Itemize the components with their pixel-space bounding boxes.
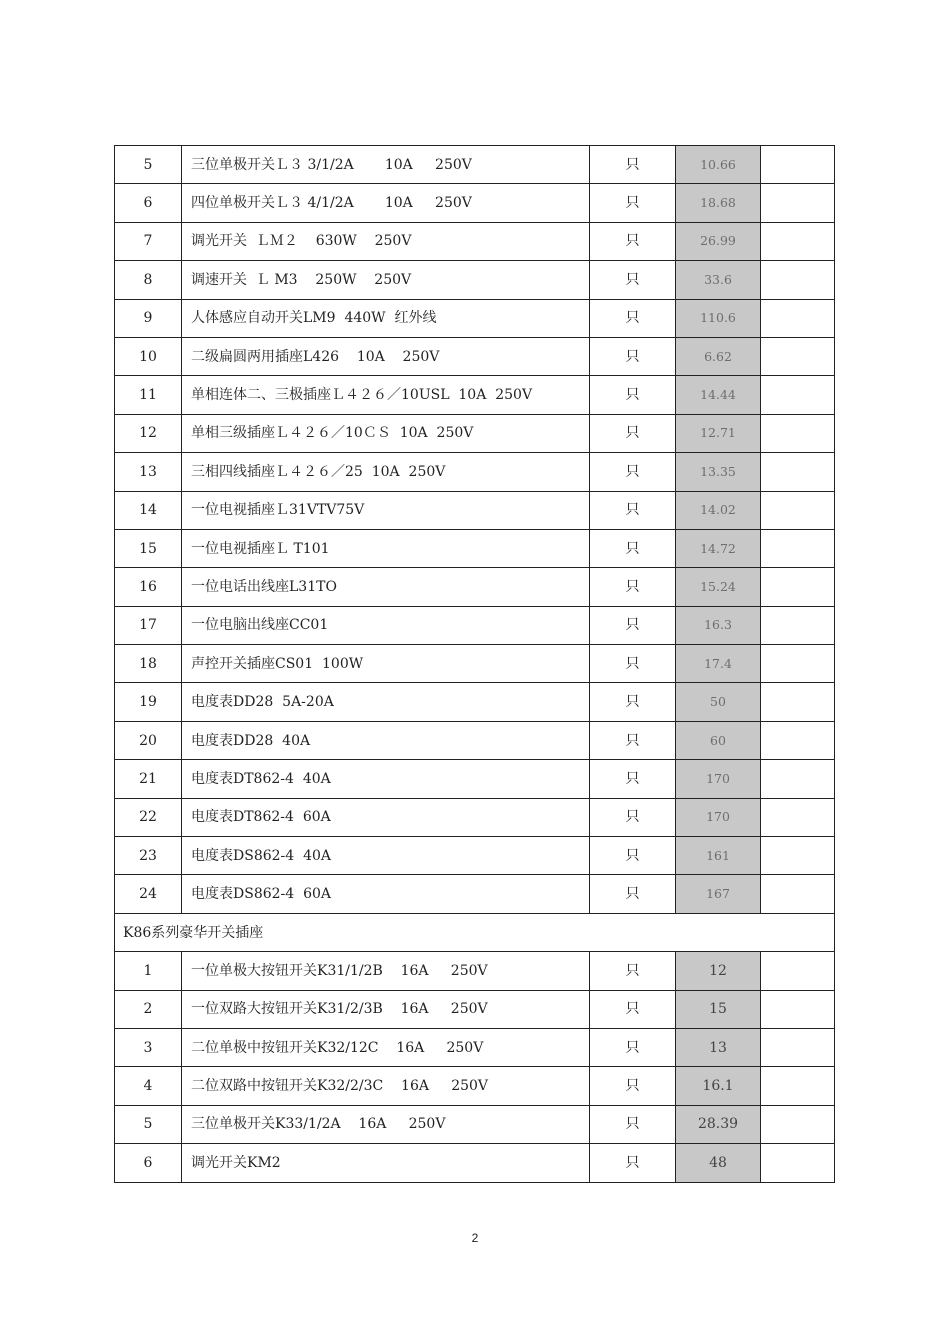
table-row: [115, 184, 835, 222]
item-unit: 只: [590, 261, 676, 299]
table-row: [115, 645, 835, 683]
item-unit: 只: [590, 491, 676, 529]
item-unit: 只: [590, 1067, 676, 1105]
item-unit: 只: [590, 376, 676, 414]
item-price: 6.62: [676, 337, 761, 375]
item-number: 10: [115, 337, 182, 375]
item-name: 调光开关KM2: [182, 1144, 590, 1182]
item-unit: 只: [590, 1028, 676, 1066]
item-name: 电度表DT862-4 40A: [182, 760, 590, 798]
item-name: 调速开关 Ｌ M3 250W 250V: [182, 261, 590, 299]
table-body-lower: [115, 952, 835, 1182]
item-unit: 只: [590, 337, 676, 375]
item-name: 三位单极开关K33/1/2A 16A 250V: [182, 1105, 590, 1143]
item-remark: [761, 337, 835, 375]
item-number: 21: [115, 760, 182, 798]
item-price: 161: [676, 837, 761, 875]
item-remark: [761, 721, 835, 759]
item-number: 23: [115, 837, 182, 875]
item-number: 4: [115, 1067, 182, 1105]
item-price: 50: [676, 683, 761, 721]
item-unit: 只: [590, 414, 676, 452]
item-name: 单相连体二、三极插座Ｌ４２６／10USL 10A 250V: [182, 376, 590, 414]
table-row: [115, 568, 835, 606]
item-number: 19: [115, 683, 182, 721]
item-remark: [761, 1067, 835, 1105]
table-row: [115, 491, 835, 529]
item-name: 声控开关插座CS01 100W: [182, 645, 590, 683]
item-unit: 只: [590, 798, 676, 836]
item-number: 1: [115, 952, 182, 990]
table-row: [115, 222, 835, 260]
item-remark: [761, 568, 835, 606]
item-number: 14: [115, 491, 182, 529]
item-name: 一位单极大按钮开关K31/1/2B 16A 250V: [182, 952, 590, 990]
item-remark: [761, 491, 835, 529]
table-row: [115, 146, 835, 184]
item-number: 17: [115, 606, 182, 644]
item-number: 5: [115, 1105, 182, 1143]
table-row: [115, 376, 835, 414]
item-unit: 只: [590, 299, 676, 337]
item-remark: [761, 1105, 835, 1143]
item-price: 12: [676, 952, 761, 990]
price-table: [114, 145, 835, 1183]
item-unit: 只: [590, 453, 676, 491]
item-remark: [761, 414, 835, 452]
item-price: 10.66: [676, 146, 761, 184]
item-price: 33.6: [676, 261, 761, 299]
item-unit: 只: [590, 529, 676, 567]
section-title: K86系列豪华开关插座: [115, 913, 835, 951]
item-number: 8: [115, 261, 182, 299]
item-price: 12.71: [676, 414, 761, 452]
table-row: [115, 1105, 835, 1143]
item-remark: [761, 837, 835, 875]
item-name: 一位电视插座Ｌ T101: [182, 529, 590, 567]
item-number: 15: [115, 529, 182, 567]
table-row: [115, 1067, 835, 1105]
table-row: [115, 990, 835, 1028]
item-unit: 只: [590, 222, 676, 260]
item-number: 20: [115, 721, 182, 759]
table-row: [115, 683, 835, 721]
table-row: [115, 798, 835, 836]
item-name: 三相四线插座Ｌ４２６／25 10A 250V: [182, 453, 590, 491]
item-price: 18.68: [676, 184, 761, 222]
table-row: [115, 453, 835, 491]
item-price: 170: [676, 798, 761, 836]
table-row: [115, 837, 835, 875]
item-remark: [761, 261, 835, 299]
item-price: 13.35: [676, 453, 761, 491]
table-row: [115, 337, 835, 375]
item-unit: 只: [590, 146, 676, 184]
item-price: 170: [676, 760, 761, 798]
item-unit: 只: [590, 645, 676, 683]
item-unit: 只: [590, 875, 676, 913]
item-unit: 只: [590, 1105, 676, 1143]
item-name: 电度表DD28 40A: [182, 721, 590, 759]
item-price: 15.24: [676, 568, 761, 606]
item-number: 2: [115, 990, 182, 1028]
item-remark: [761, 184, 835, 222]
item-number: 11: [115, 376, 182, 414]
item-unit: 只: [590, 837, 676, 875]
table-row: [115, 760, 835, 798]
table-row: [115, 299, 835, 337]
item-name: 电度表DS862-4 40A: [182, 837, 590, 875]
item-remark: [761, 1144, 835, 1182]
item-price: 16.3: [676, 606, 761, 644]
item-remark: [761, 376, 835, 414]
table-body-upper: [115, 146, 835, 914]
item-remark: [761, 683, 835, 721]
item-unit: 只: [590, 1144, 676, 1182]
item-remark: [761, 606, 835, 644]
item-name: 一位电话出线座L31TO: [182, 568, 590, 606]
item-remark: [761, 952, 835, 990]
item-price: 16.1: [676, 1067, 761, 1105]
item-name: 二级扁圆两用插座L426 10A 250V: [182, 337, 590, 375]
item-price: 60: [676, 721, 761, 759]
item-remark: [761, 453, 835, 491]
item-price: 28.39: [676, 1105, 761, 1143]
table-section: [115, 913, 835, 951]
item-remark: [761, 146, 835, 184]
item-price: 14.72: [676, 529, 761, 567]
item-number: 5: [115, 146, 182, 184]
table-row: [115, 529, 835, 567]
item-remark: [761, 222, 835, 260]
item-number: 13: [115, 453, 182, 491]
item-unit: 只: [590, 760, 676, 798]
section-row: [115, 913, 835, 951]
item-price: 17.4: [676, 645, 761, 683]
item-name: 二位双路中按钮开关K32/2/3C 16A 250V: [182, 1067, 590, 1105]
item-name: 电度表DS862-4 60A: [182, 875, 590, 913]
table-row: [115, 1144, 835, 1182]
item-name: 电度表DT862-4 60A: [182, 798, 590, 836]
item-price: 13: [676, 1028, 761, 1066]
item-name: 二位单极中按钮开关K32/12C 16A 250V: [182, 1028, 590, 1066]
page-number: 2: [471, 1231, 479, 1245]
item-price: 15: [676, 990, 761, 1028]
item-number: 16: [115, 568, 182, 606]
item-number: 7: [115, 222, 182, 260]
table-row: [115, 261, 835, 299]
item-remark: [761, 990, 835, 1028]
table-row: [115, 606, 835, 644]
item-name: 单相三级插座Ｌ４２６／10ＣＳ 10A 250V: [182, 414, 590, 452]
table-row: [115, 875, 835, 913]
item-remark: [761, 529, 835, 567]
table-row: [115, 721, 835, 759]
item-price: 14.44: [676, 376, 761, 414]
item-unit: 只: [590, 683, 676, 721]
item-remark: [761, 875, 835, 913]
item-remark: [761, 299, 835, 337]
item-price: 14.02: [676, 491, 761, 529]
item-name: 人体感应自动开关LM9 440W 红外线: [182, 299, 590, 337]
item-name: 一位双路大按钮开关K31/2/3B 16A 250V: [182, 990, 590, 1028]
item-number: 6: [115, 184, 182, 222]
item-number: 12: [115, 414, 182, 452]
item-unit: 只: [590, 990, 676, 1028]
table-row: [115, 414, 835, 452]
table-row: [115, 1028, 835, 1066]
item-remark: [761, 798, 835, 836]
item-unit: 只: [590, 606, 676, 644]
table-row: [115, 952, 835, 990]
item-number: 18: [115, 645, 182, 683]
item-name: 一位电视插座Ｌ31VTV75V: [182, 491, 590, 529]
item-price: 48: [676, 1144, 761, 1182]
item-number: 22: [115, 798, 182, 836]
item-unit: 只: [590, 952, 676, 990]
item-price: 110.6: [676, 299, 761, 337]
item-name: 调光开关 ＬＭ２ 630W 250V: [182, 222, 590, 260]
item-number: 6: [115, 1144, 182, 1182]
item-number: 24: [115, 875, 182, 913]
item-remark: [761, 1028, 835, 1066]
item-number: 3: [115, 1028, 182, 1066]
item-price: 26.99: [676, 222, 761, 260]
item-name: 电度表DD28 5A-20A: [182, 683, 590, 721]
item-name: 一位电脑出线座CC01: [182, 606, 590, 644]
item-name: 四位单极开关Ｌ３ 4/1/2A 10A 250V: [182, 184, 590, 222]
item-name: 三位单极开关Ｌ３ 3/1/2A 10A 250V: [182, 146, 590, 184]
item-remark: [761, 760, 835, 798]
item-price: 167: [676, 875, 761, 913]
item-remark: [761, 645, 835, 683]
item-unit: 只: [590, 184, 676, 222]
item-unit: 只: [590, 568, 676, 606]
item-number: 9: [115, 299, 182, 337]
item-unit: 只: [590, 721, 676, 759]
